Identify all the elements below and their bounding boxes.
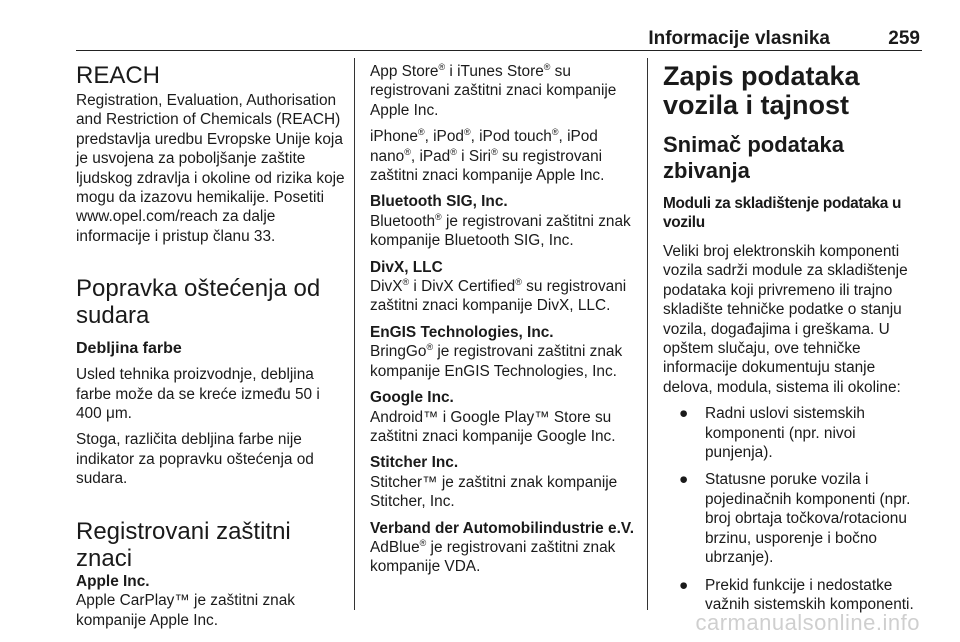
- repair-heading: Popravka oštećenja od sudara: [76, 275, 321, 330]
- column-divider-1: [354, 58, 355, 610]
- list-item: ● Prekid funkcije i nedostatke važnih sistemskih komponenti.: [679, 576, 914, 613]
- component-list: [663, 404, 925, 614]
- divx-text: DivX® i DivX Certified® su registrovani zaštitni znaci kompanije DivX, LLC.: [370, 276, 627, 315]
- list-item: ● Statusne poruke vozila i pojedinačnih komponenti (npr. broj obrtaja točkova/rotacionu brzinu, usporenje i bočno ubrzanje).: [679, 471, 911, 567]
- running-header-title: Informacije vlasnika: [648, 28, 830, 49]
- apple-company: Apple Inc.: [76, 572, 150, 590]
- apple-carplay-text: Apple CarPlay™ je zaštitni znak kompanije Apple Inc.: [76, 592, 295, 629]
- page-number: 259: [888, 28, 920, 49]
- storage-intro-text: Veliki broj elektronskih komponenti vozila sadrži module za skladištenje podataka koji privremeno ili trajno skladište tehničke podatke o stanju vozila, događajima i greškama. U opštem slučaju, ove tehničke informacije dokumentuju stanje delova, modula, sistema ili okoline:: [663, 243, 908, 396]
- appstore-text: App Store® i iTunes Store® su registrovani zaštitni znaci kompanije Apple Inc.: [370, 61, 617, 119]
- vda-company: Verband der Automobilindustrie e.V.: [370, 519, 634, 537]
- reach-paragraph: Registration, Evaluation, Authorisation and Restriction of Chemicals (REACH) predstavlja uredbu Evropske Unije koja je usvojena za poboljšanje zaštite ljudskog zdravlja i okoline od rizika koje mogu da izazovu hemikalije. Posetiti www.opel.com/reach za dalje informacije i pristup članu 33.: [76, 92, 345, 245]
- column-2: [370, 62, 638, 584]
- divx-company: DivX, LLC: [370, 258, 443, 276]
- google-text: Android™ i Google Play™ Store su zaštitni znaci kompanije Google Inc.: [370, 408, 616, 445]
- bullet-icon: ●: [679, 405, 689, 423]
- engis-text: BringGo® je registrovani zaštitni znak kompanije EnGIS Technologies, Inc.: [370, 342, 623, 380]
- reach-heading: REACH: [76, 62, 161, 89]
- event-recorder-heading: Snimač podataka zbivanja: [663, 132, 844, 183]
- bullet-icon: ●: [679, 576, 689, 594]
- paint-heading: Debljina farbe: [76, 340, 182, 358]
- iphone-text: iPhone®, iPod®, iPod touch®, iPod nano®, iPad® i Siri® su registrovani zaštitni znaci kompanije Apple Inc.: [370, 127, 605, 185]
- header-divider: [76, 50, 922, 51]
- stitcher-text: Stitcher™ je zaštitni znak kompanije Stitcher, Inc.: [370, 473, 618, 511]
- watermark-text: carmanualsonline.info: [695, 610, 920, 635]
- column-1: [76, 62, 346, 637]
- column-divider-2: [647, 58, 648, 610]
- engis-company: EnGIS Technologies, Inc.: [370, 323, 554, 341]
- bullet-icon: ●: [679, 471, 689, 489]
- bluetooth-company: Bluetooth SIG, Inc.: [370, 193, 508, 211]
- paint-paragraph-2: Stoga, različita debljina farbe nije indikator za popravku oštećenja od sudara.: [76, 431, 314, 488]
- bluetooth-text: Bluetooth® je registrovani zaštitni znak kompanije Bluetooth SIG, Inc.: [370, 211, 631, 250]
- trademarks-heading: Registrovani zaštitni znaci: [76, 517, 291, 572]
- list-item: ● Radni uslovi sistemskih komponenti (npr. nivoi punjenja).: [679, 405, 865, 462]
- google-company: Google Inc.: [370, 389, 454, 407]
- vda-text: AdBlue® je registrovani zaštitni znak kompanije VDA.: [370, 537, 616, 576]
- paint-paragraph-1: Usled tehnika proizvodnje, debljina farbe može da se kreće između 50 i 400 μm.: [76, 366, 320, 423]
- vehicle-data-heading: Zapis podataka vozila i tajnost: [663, 61, 860, 120]
- stitcher-company: Stitcher Inc.: [370, 454, 459, 472]
- storage-modules-heading: Moduli za skladištenje podataka u vozilu: [663, 195, 902, 231]
- column-3: [663, 62, 925, 622]
